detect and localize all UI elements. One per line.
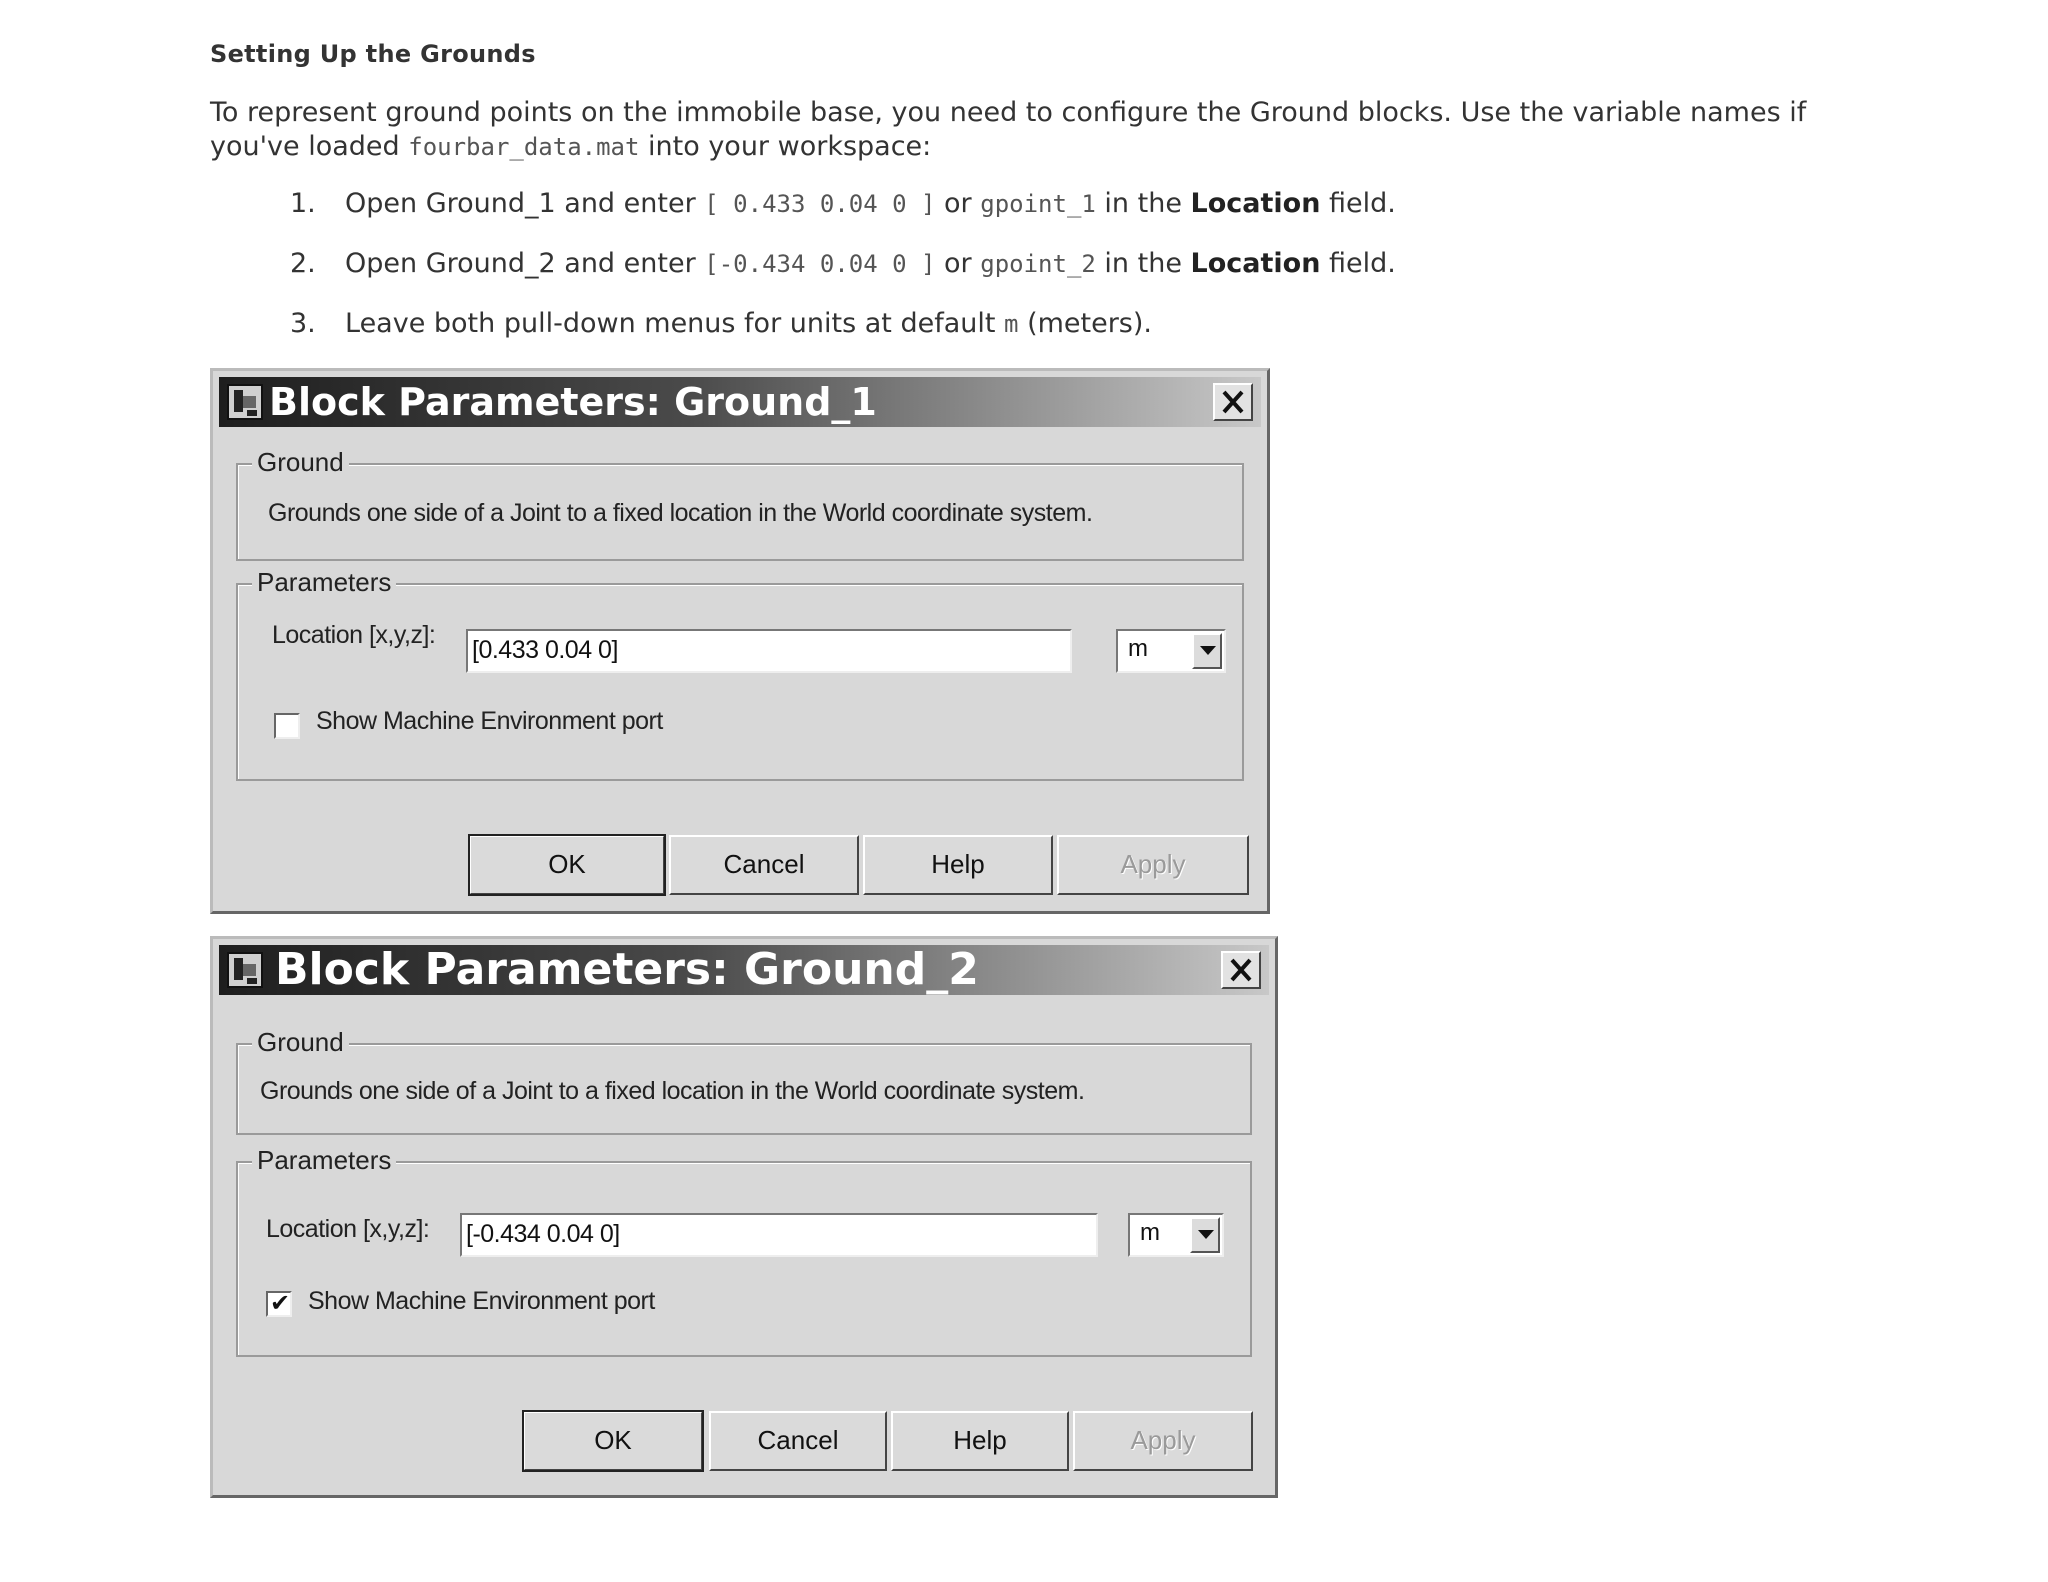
step-text-pre: Leave both pull-down menus for units at default	[345, 308, 1005, 339]
ok-button[interactable]: OK	[523, 1411, 703, 1471]
dialog-ground-2	[210, 936, 1278, 1498]
chevron-down-icon[interactable]	[1190, 1217, 1220, 1253]
step-number: 3.	[290, 308, 316, 339]
step-text-pre: Open Ground_2 and enter	[345, 248, 705, 279]
parameters-groupbox	[236, 567, 1244, 781]
step-text-mid2: in the	[1095, 248, 1191, 279]
step-bold-field: Location	[1190, 188, 1321, 219]
machine-env-label: Show Machine Environment port	[308, 1287, 655, 1315]
step-text	[345, 308, 1152, 339]
parameters-groupbox	[236, 1145, 1252, 1357]
units-value: m	[1128, 635, 1148, 662]
step-text	[345, 248, 1396, 279]
machine-env-checkbox[interactable]	[274, 713, 300, 739]
dialog-ground-1	[210, 368, 1270, 914]
intro-paragraph	[210, 96, 1850, 164]
step-code-variable: gpoint_1	[980, 190, 1096, 218]
apply-button[interactable]: Apply	[1073, 1411, 1253, 1471]
checkmark-icon: ✔	[270, 1289, 291, 1317]
step-code-vector: [ 0.433 0.04 0 ]	[704, 190, 936, 218]
document	[210, 40, 1850, 339]
location-input[interactable]: [-0.434 0.04 0]	[460, 1213, 1098, 1257]
close-button[interactable]	[1221, 951, 1261, 989]
dialog-title: Block Parameters: Ground_1	[269, 380, 877, 424]
intro-text-line2b: into your workspace:	[639, 131, 932, 162]
step-bold-field: Location	[1190, 248, 1321, 279]
step-code-unit: m	[1004, 310, 1019, 338]
help-button[interactable]: Help	[891, 1411, 1069, 1471]
groupbox-label: Parameters	[252, 1145, 396, 1175]
step-code-vector: [-0.434 0.04 0 ]	[704, 250, 936, 278]
machine-env-label: Show Machine Environment port	[316, 707, 663, 735]
step-text-post: field.	[1320, 248, 1396, 279]
ok-button[interactable]: OK	[469, 835, 665, 895]
groupbox-label: Parameters	[252, 567, 396, 597]
machine-env-checkbox[interactable]	[266, 1291, 292, 1317]
groupbox-label: Ground	[252, 1027, 349, 1057]
units-select[interactable]	[1128, 1213, 1224, 1257]
close-icon	[1223, 953, 1259, 987]
step-number: 1.	[290, 188, 316, 219]
close-button[interactable]	[1213, 383, 1253, 421]
location-label: Location [x,y,z]:	[272, 621, 436, 649]
cancel-button[interactable]: Cancel	[709, 1411, 887, 1471]
intro-filename: fourbar_data.mat	[408, 133, 640, 161]
block-description: Grounds one side of a Joint to a fixed location in the World coordinate system.	[260, 1077, 1085, 1105]
dialog-titlebar[interactable]	[219, 377, 1261, 427]
chevron-down-icon[interactable]	[1192, 633, 1222, 669]
dialog-title: Block Parameters: Ground_2	[275, 944, 979, 995]
step-text	[345, 188, 1396, 219]
step-text-pre: Open Ground_1 and enter	[345, 188, 705, 219]
block-description: Grounds one side of a Joint to a fixed location in the World coordinate system.	[268, 499, 1093, 527]
intro-text-line1: To represent ground points on the immobile base, you need to configure the Ground blocks. Use the variable names if	[210, 97, 1807, 128]
section-heading: Setting Up the Grounds	[210, 40, 536, 68]
step-text-mid2: in the	[1095, 188, 1191, 219]
close-icon	[1215, 385, 1251, 419]
units-select[interactable]	[1116, 629, 1226, 673]
units-value: m	[1140, 1219, 1160, 1246]
location-input[interactable]: [0.433 0.04 0]	[466, 629, 1072, 673]
simulink-block-icon	[227, 952, 263, 988]
ground-groupbox	[236, 1027, 1252, 1135]
apply-button[interactable]: Apply	[1057, 835, 1249, 895]
location-label: Location [x,y,z]:	[266, 1215, 430, 1243]
help-button[interactable]: Help	[863, 835, 1053, 895]
intro-text-line2a: you've loaded	[210, 131, 409, 162]
step-text-post: (meters).	[1018, 308, 1152, 339]
groupbox-label: Ground	[252, 447, 349, 477]
simulink-block-icon	[227, 384, 263, 420]
dialog-titlebar[interactable]	[219, 945, 1269, 995]
step-text-mid: or	[935, 248, 981, 279]
step-text-post: field.	[1320, 188, 1396, 219]
step-number: 2.	[290, 248, 316, 279]
step-code-variable: gpoint_2	[980, 250, 1096, 278]
cancel-button[interactable]: Cancel	[669, 835, 859, 895]
step-text-mid: or	[935, 188, 981, 219]
ground-groupbox	[236, 447, 1244, 561]
